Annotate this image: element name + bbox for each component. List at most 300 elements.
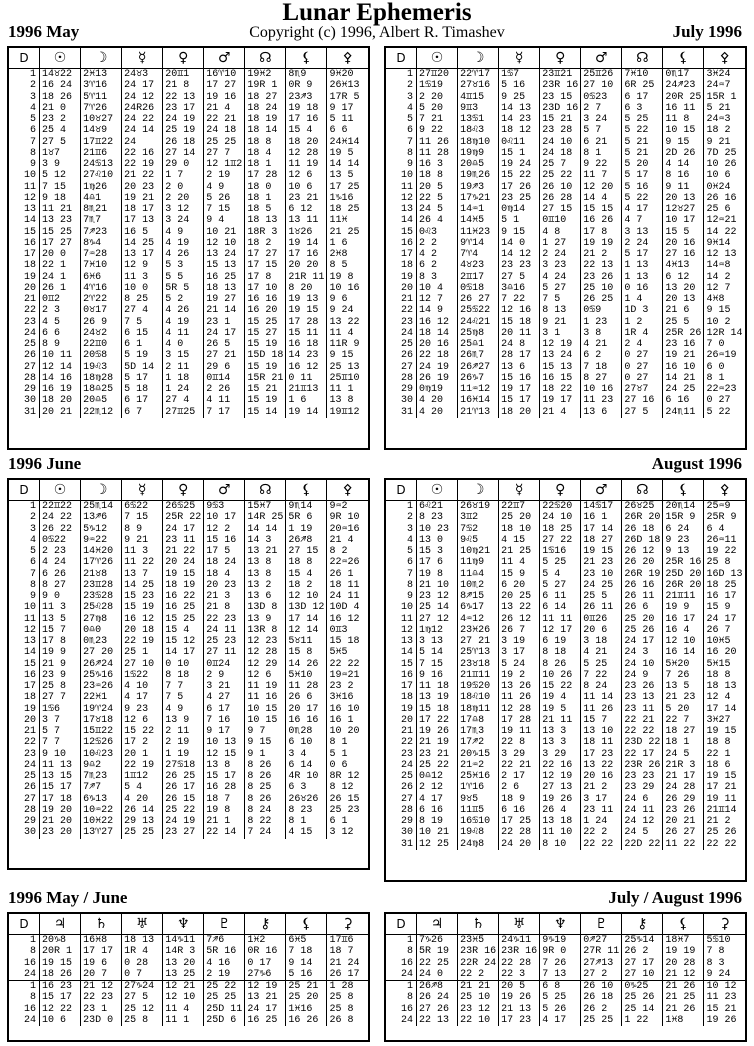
table-row [386,591,745,602]
position-cell: 25R 16 [663,557,704,568]
position-cell: 8♐15 [458,591,499,602]
position-cell: 16 26 [581,215,622,226]
position-cell: 24 22 [122,114,163,125]
position-cell: 19 22 [704,546,745,557]
position-cell: 24♏11 [663,407,704,418]
position-cell: 4 14 [663,159,704,170]
position-cell: 6 3 [622,103,663,114]
position-cell: 15 17 [204,771,245,782]
position-cell: 5 20 [622,159,663,170]
position-cell: 11 23 [581,395,622,406]
table-row [9,681,368,692]
position-cell: 11 16 [245,692,286,703]
position-cell: 25 19 [163,125,204,136]
position-cell: 20 28 [663,958,704,969]
position-cell: 16 19 [40,384,81,395]
day-cell: 24 [23,968,36,980]
position-cell: 22 19 [122,760,163,771]
position-cell: 4 21 [581,647,622,658]
position-cell: 20♎5 [81,395,122,406]
position-cell: 16 28 [204,782,245,793]
column-header-symbol: ⚴ [704,480,745,501]
position-cell: 13 15 [40,771,81,782]
position-cell: 26 25 [163,771,204,782]
position-cell: 17♊6 [327,935,368,947]
position-cell: 21 8 [204,602,245,613]
position-cell: 4 2 [417,249,458,260]
day-cell: 28 [23,372,36,384]
position-cell: 26 29 [663,794,704,805]
day-cell: 29 [23,816,36,827]
position-cell: 26 20 [622,557,663,568]
table-row [386,362,745,373]
position-cell: 25 26 [622,625,663,636]
position-cell: 25♊26 [581,69,622,81]
position-cell: 2 20 [163,193,204,204]
position-cell: 4 21 [581,339,622,350]
position-cell: 2 20 [417,92,458,103]
day-cell: 5 [406,546,413,557]
position-cell: 12 25 [417,839,458,850]
position-cell: 25 8 [704,557,745,568]
position-cell: 13 25 [163,969,204,981]
day-cell: 1 [406,501,413,512]
table-row [386,805,745,816]
position-cell: 10♌23 [81,749,122,760]
day-cell: 12 [400,624,413,636]
position-cell: 5 22 [622,125,663,136]
position-cell: 3♈16 [81,80,122,91]
position-cell: 27 20 [81,647,122,658]
position-cell: 18 22 [540,384,581,395]
position-cell: 21♊14 [704,805,745,816]
position-cell: 27♐13 [581,958,622,969]
position-cell: 27 4 [163,395,204,406]
column-header-symbol: ☉ [40,48,81,69]
position-cell: 20R 25 [663,92,704,103]
position-cell: 17 25 [499,816,540,827]
position-cell: 18 13 [122,935,163,947]
position-cell: 25♊10 [327,373,368,384]
position-cell: 1♋16 [540,546,581,557]
position-cell: 25 6 [704,204,745,215]
position-cell: 6 3 [286,782,327,793]
position-cell: 21R 3 [663,760,704,771]
position-cell: 9 22 [581,159,622,170]
position-cell: 6♓5 [286,935,327,947]
position-cell: 26 17 [327,969,368,981]
position-cell: 12 10 [163,992,204,1003]
day-cell: 25 [23,339,36,350]
position-cell: 22 10 [458,1015,499,1026]
position-cell: 1 19 [163,749,204,760]
position-cell: 24 11 [327,591,368,602]
table-row [9,827,368,838]
day-cell: 19 [23,703,36,715]
position-cell: 8 2 [327,546,368,557]
position-cell: 2 19 [204,170,245,181]
day-cell: 22 [400,305,413,317]
position-cell: 17 22 [417,715,458,726]
column-header-symbol: ☽ [81,48,122,69]
position-cell: 8 1 [286,816,327,827]
position-cell: 11 21 [40,204,81,215]
table-row [386,80,745,91]
position-cell: 6 15 [122,328,163,339]
column-header-symbol: ☽ [458,48,499,69]
position-cell: 10 15 [245,704,286,715]
day-cell: 1 [29,935,36,946]
position-cell: 21 26 [663,981,704,993]
position-cell: 3♎16 [499,283,540,294]
position-cell: 21 23 [581,557,622,568]
position-cell: 19 11 [499,726,540,737]
table-row [9,1004,368,1015]
table-row [9,407,368,418]
day-cell: 9 [406,591,413,602]
position-cell: 8 22 [245,816,286,827]
position-cell: 6 10 [286,737,327,748]
position-cell: 5 17 [622,249,663,260]
position-cell: 26R 20 [622,512,663,523]
position-cell: 4 17 [540,1015,581,1026]
position-cell: 16♈10 [204,69,245,81]
position-cell: 4♈16 [81,283,122,294]
position-cell: 1R 4 [122,946,163,957]
table-row [9,384,368,395]
position-cell: 6 24 [663,524,704,535]
day-cell: 12 [400,192,413,204]
position-cell: 15♊22 [81,726,122,737]
day-cell: 4 [406,102,413,114]
table-row [9,704,368,715]
day-cell: 21 [23,294,36,305]
position-cell: 19 16 [204,92,245,103]
position-cell: 27 15 [540,204,581,215]
position-cell: 21 22 [163,546,204,557]
position-cell: 15 22 [540,681,581,692]
position-cell: 4 9 [163,704,204,715]
position-cell: 15 17 [40,992,81,1003]
day-cell: 13 [23,204,36,215]
position-cell: 9♌5 [458,535,499,546]
position-cell: 10 21 [417,827,458,838]
position-cell: 16 1 [327,715,368,726]
position-cell: 8 18 [163,670,204,681]
position-cell: 26 11 [581,602,622,613]
position-cell: 21 24 [327,958,368,969]
position-cell: 13R 8 [245,625,286,636]
position-cell: 6 8 [540,981,581,993]
position-cell: 24 19 [417,362,458,373]
position-cell: 9 21 [122,535,163,546]
position-cell: 19♋20 [458,681,499,692]
position-cell: 25 8 [40,681,81,692]
position-cell: 9 6 [327,294,368,305]
table-row [386,557,745,568]
position-cell: 21 4 [540,407,581,418]
position-cell: 26D 18 [622,535,663,546]
position-cell: 5 2 [163,294,204,305]
position-cell: 27 13 [540,782,581,793]
position-cell: 15 23 [122,591,163,602]
position-cell: 14R 3 [163,946,204,957]
position-cell: 12 6 [286,170,327,181]
position-cell: 13 26 [499,681,540,692]
position-cell: 26 11 [622,591,663,602]
position-cell: 10♏2 [458,580,499,591]
position-cell: 12 10 [204,238,245,249]
position-cell: 18 20 [499,407,540,418]
position-cell: 22 21 [499,760,540,771]
table-row [386,625,745,636]
position-cell: 17 16 [286,249,327,260]
day-cell: 26 [400,350,413,362]
table-row [9,395,368,406]
position-cell: 5♓20 [663,659,704,670]
position-cell: 25 13 [327,362,368,373]
position-cell: 22 16 [540,760,581,771]
position-cell: 17 28 [286,317,327,328]
position-cell: 24 10 [540,512,581,523]
position-cell: 2 26 [204,384,245,395]
position-cell: 3 29 [540,749,581,760]
position-cell: 23 29 [622,782,663,793]
position-cell: 18 12 [499,125,540,136]
position-cell: 24 20 [499,839,540,850]
position-cell: 6 6 [40,328,81,339]
position-cell: 14 26 [286,659,327,670]
position-cell: 23 26 [581,272,622,283]
day-cell: 25 [23,771,36,782]
position-cell: 0♌11 [499,137,540,148]
position-cell: 1♑16 [327,193,368,204]
position-cell: 24♑11 [499,935,540,947]
position-cell: 3 13 [417,636,458,647]
position-cell: 27♉7 [622,384,663,395]
position-cell: 23 27 [163,827,204,838]
position-cell: 24 3 [622,647,663,658]
position-cell: 10 6 [704,170,745,181]
position-cell: 1 28 [327,981,368,993]
table-row [386,148,745,159]
position-cell: 0♌3 [417,227,458,238]
position-cell: 16♓14 [458,395,499,406]
position-cell: 21♊6 [81,148,122,159]
position-cell: 4 16 [204,958,245,969]
position-cell: 13 21 [245,992,286,1003]
position-cell: 1♊12 [122,771,163,782]
position-cell: 6♓6 [81,272,122,283]
position-cell: 1 23 [581,317,622,328]
table-row [9,215,368,226]
position-cell: 11♊5 [458,805,499,816]
table-row [386,501,745,513]
position-cell: 26 6 [286,692,327,703]
position-cell: 10♉27 [81,114,122,125]
position-cell: 15 18 [327,636,368,647]
day-cell: 2 [406,80,413,92]
position-cell: 7♋2 [458,524,499,535]
position-cell: 10 17 [204,512,245,523]
position-cell: 21 4 [327,535,368,546]
position-cell: 15 7 [581,715,622,726]
day-cell: 5 [29,114,36,125]
position-cell: 25 20 [499,512,540,523]
position-cell: 12 10 [286,591,327,602]
table-row [9,692,368,703]
position-cell: 10 20 [327,726,368,737]
day-cell: 5 [29,546,36,557]
position-cell: 24♌21 [458,317,499,328]
position-cell: 20 21 [663,816,704,827]
position-cell: 22 28 [499,827,540,838]
position-cell: 11 3 [122,546,163,557]
position-cell: 15 19 [122,602,163,613]
table-row [386,771,745,782]
position-cell: 13 20 [663,283,704,294]
position-cell: 7 5 [122,317,163,328]
day-cell: 22 [23,305,36,317]
day-cell: 24 [23,327,36,339]
table-row [9,373,368,384]
day-cell: 1 [386,981,417,993]
table-row [386,260,745,271]
position-cell: 8 16 [663,170,704,181]
position-cell: 15 13 [204,260,245,271]
position-cell: 26♑7 [458,373,499,384]
position-cell: 26 19 [417,373,458,384]
position-cell: 6 19 [540,636,581,647]
position-cell: 11R 9 [327,339,368,350]
table-row [9,726,368,737]
position-cell: 8 23 [417,512,458,523]
position-cell: 16 25 [204,272,245,283]
position-cell: 24 12 [122,92,163,103]
position-cell: 9 21 [704,137,745,148]
position-cell: 15 9 [499,569,540,580]
position-cell: 15 18 [417,704,458,715]
position-cell: 14♑11 [163,935,204,947]
day-cell: 1 [29,501,36,512]
position-cell: 2 7 [581,103,622,114]
position-cell: 8♑4 [81,238,122,249]
position-cell: 21 10 [417,580,458,591]
position-cell: 7♒28 [81,249,122,260]
position-cell: 21♉8 [81,569,122,580]
position-cell: 22 22 [581,839,622,850]
position-cell: 7 15 [122,512,163,523]
position-cell: 5 21 [704,103,745,114]
table-row [9,992,368,1003]
position-cell: 18 17 [122,204,163,215]
position-cell: 7 21 [417,114,458,125]
position-cell: 7♏23 [81,771,122,782]
position-cell: 18♍11 [458,704,499,715]
position-cell: 7 15 [40,182,81,193]
position-cell: 10 15 [245,715,286,726]
position-cell: 0♊10 [540,215,581,226]
position-cell: 27 11 [204,647,245,658]
day-cell: 29 [23,384,36,395]
position-cell: 21 26 [663,1004,704,1015]
position-cell: 21♊13 [286,384,327,395]
position-cell: 24♓14 [327,137,368,148]
position-cell: 1♉26 [286,227,327,238]
position-cell: 25R 26 [663,328,704,339]
position-cell: 19♊12 [327,407,368,418]
position-cell: 29 0 [163,159,204,170]
table-row [9,659,368,670]
position-cell: 5 7 [581,125,622,136]
position-cell: 21 8 [163,80,204,91]
position-cell: 0 7 [122,969,163,981]
position-cell: 27♉16 [458,80,499,91]
position-cell: 1 19 [286,524,327,535]
position-cell: 20♋8 [81,350,122,361]
position-cell: 7 18 [286,946,327,957]
table-july [384,46,747,450]
day-cell: 11 [23,181,36,193]
position-cell: 18 1 [245,193,286,204]
table-row [9,569,368,580]
position-cell: 13 8 [245,569,286,580]
day-cell: 20 [400,714,413,726]
position-cell: 18 14 [245,125,286,136]
position-cell: 16 10 [327,704,368,715]
position-cell: 13 19 [417,692,458,703]
position-cell: 7 5 [163,692,204,703]
position-cell: 20 13 [663,294,704,305]
position-cell: 5 22 [704,407,745,418]
position-cell: 20 6 [581,625,622,636]
column-header-symbol: ☉ [417,480,458,501]
position-cell: 9♒22 [81,535,122,546]
table-row [386,670,745,681]
position-cell: 24 [122,137,163,148]
position-cell: 19♏26 [458,170,499,181]
position-cell: 8 9 [40,339,81,350]
position-cell: 19♌8 [458,827,499,838]
position-cell: 22D 22 [622,839,663,850]
position-cell: 23 17 [163,103,204,114]
position-cell: 16 10 [663,362,704,373]
position-cell: 19 5 [540,704,581,715]
position-cell: 9♉5 [458,794,499,805]
column-header-symbol: ♆ [163,914,204,935]
day-cell: 10 [400,602,413,614]
day-cell: 3 [29,91,36,103]
position-cell: 0 11 [286,373,327,384]
day-cell: 14 [400,215,413,227]
position-cell: 14 21 [663,373,704,384]
position-cell: 7 22 [581,670,622,681]
position-cell: 6 16 [417,805,458,816]
day-cell: 11 [400,181,413,193]
position-cell: 9♊3 [458,103,499,114]
position-cell: 6 6 [327,125,368,136]
position-cell: 24 1 [40,272,81,283]
position-cell: 17 5 [204,546,245,557]
position-cell: 15 25 [245,317,286,328]
table-row [386,969,745,981]
position-cell: 8 19 [417,816,458,827]
position-cell: 11♍9 [458,557,499,568]
position-cell: 1 27 [540,238,581,249]
position-cell: 5 12 [40,170,81,181]
position-cell: 21 14 [204,305,245,316]
position-cell: 3 23 [540,260,581,271]
